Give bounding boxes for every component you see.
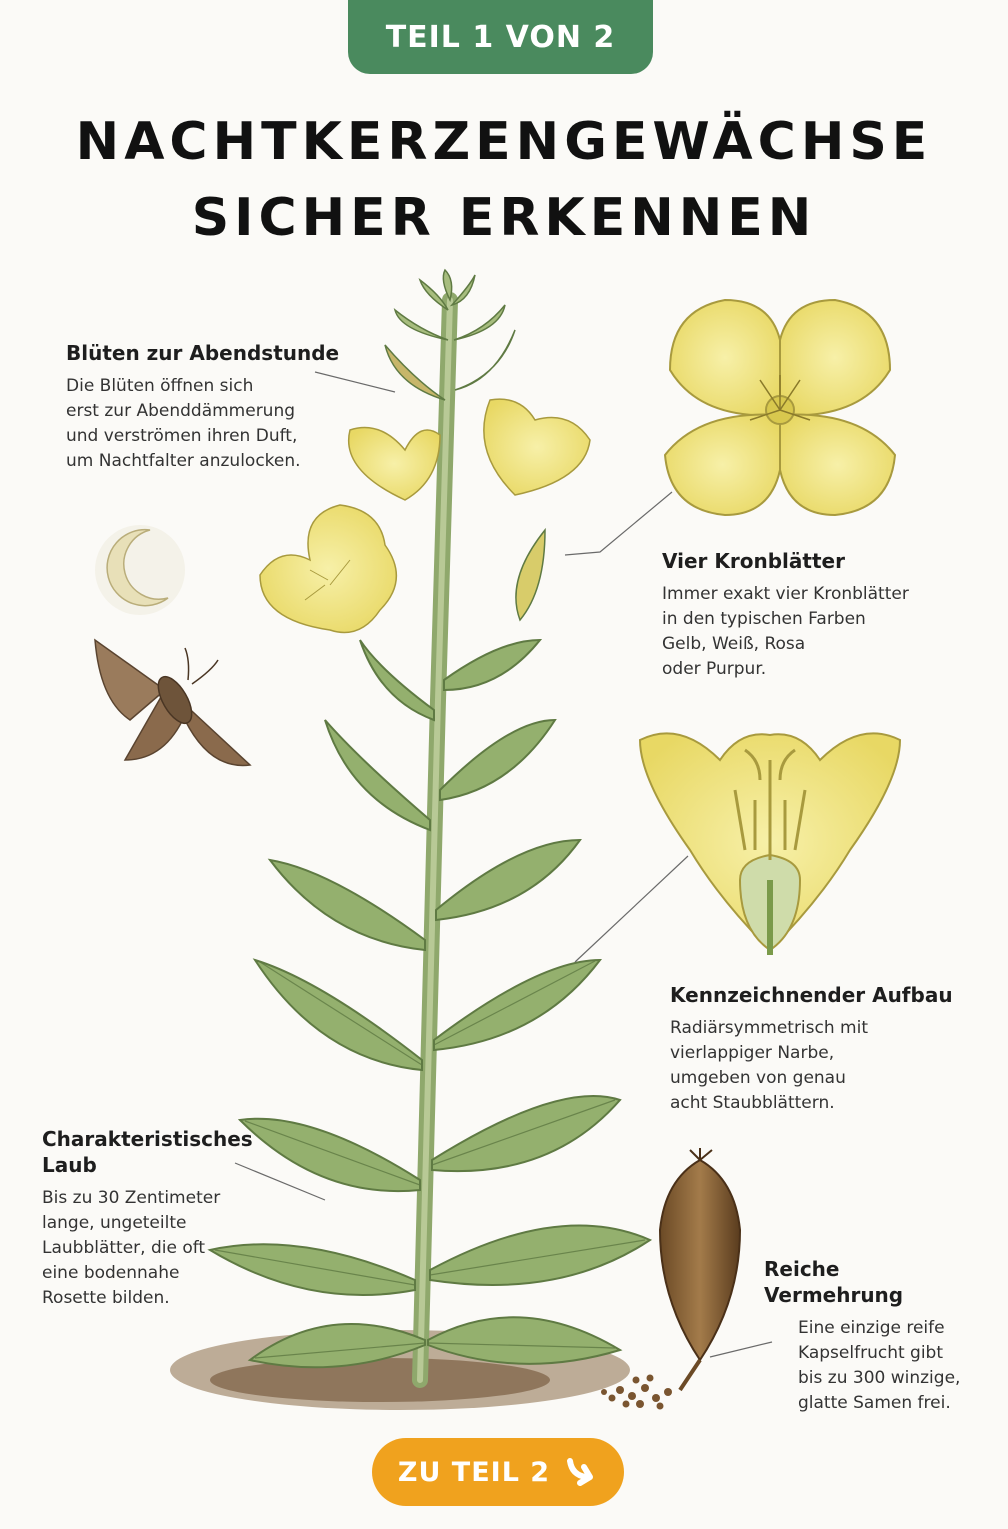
seed-capsule <box>660 1148 740 1390</box>
part-badge: TEIL 1 VON 2 <box>348 0 653 74</box>
annotation-bloom <box>66 340 356 474</box>
annotation-propagation-heading: Reiche Vermehrung <box>764 1257 904 1307</box>
annotation-foliage <box>42 1126 272 1311</box>
annotation-bloom-heading: Blüten zur Abendstunde <box>66 341 340 365</box>
annotation-foliage-heading: Charakteristisches Laub <box>42 1127 253 1177</box>
page-title-line-1: NACHTKERZENGEWÄCHSE <box>75 112 933 172</box>
annotation-foliage-text: Bis zu 30 Zentimeter lange, ungeteilte Laubblätter, die oft eine bodennahe Rosette bilden. <box>42 1188 221 1308</box>
annotation-propagation-text: Eine einzige reife Kapselfrucht gibt bis zu 300 winzige, glatte Samen frei. <box>798 1318 961 1413</box>
moth-icon <box>95 640 250 765</box>
annotation-bloom-text: Die Blüten öffnen sich erst zur Abenddämmerung und verströmen ihren Duft, um Nachtfalter anzulocken. <box>66 376 301 471</box>
annotation-structure <box>670 982 970 1116</box>
next-part-button[interactable] <box>372 1438 624 1506</box>
arrow-down-right-icon <box>564 1455 598 1489</box>
next-part-label: ZU TEIL 2 <box>397 1456 551 1488</box>
page-title-line-2: SICHER ERKENNEN <box>191 188 817 248</box>
annotation-petals-text: Immer exakt vier Kronblätter in den typischen Farben Gelb, Weiß, Rosa oder Purpur. <box>662 584 909 679</box>
annotation-propagation <box>764 1256 984 1416</box>
crescent-moon-icon <box>95 525 185 615</box>
annotation-structure-text: Radiärsymmetrisch mit vierlappiger Narbe, umgeben von genau acht Staubblättern. <box>670 1018 868 1113</box>
annotation-petals <box>662 548 962 682</box>
annotation-petals-heading: Vier Kronblätter <box>662 549 845 573</box>
annotation-structure-heading: Kennzeichnender Aufbau <box>670 983 953 1007</box>
